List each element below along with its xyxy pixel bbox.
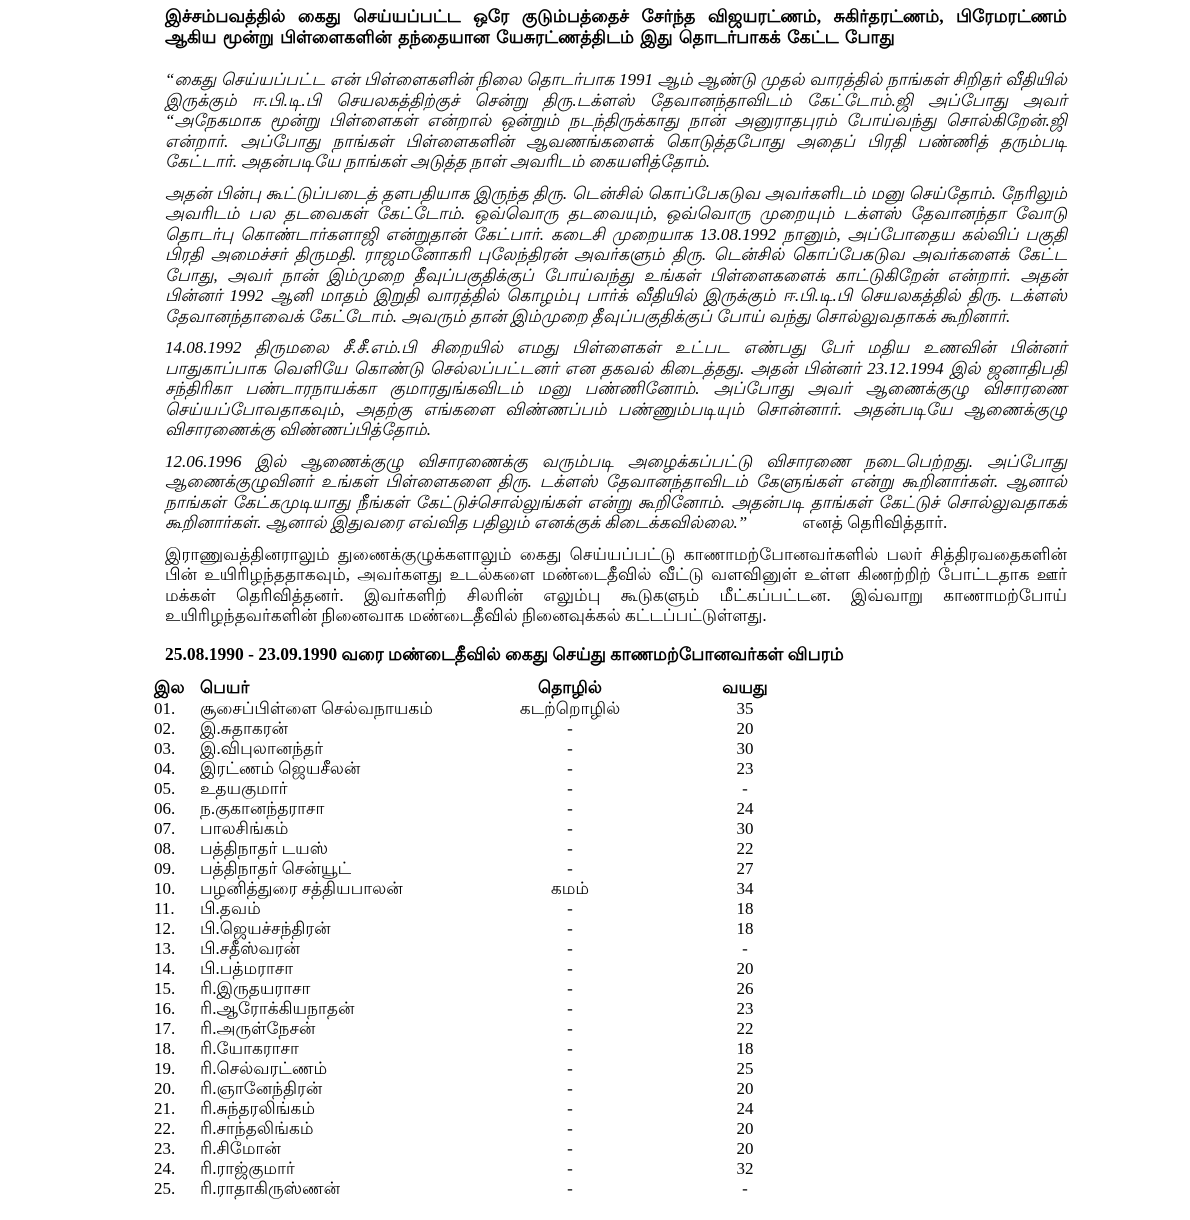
header-no: இல [154, 677, 185, 697]
document-heading: இச்சம்பவத்தில் கைது செய்யப்பட்ட ஒரே குடும்பத்தைச் சேர்ந்த விஜயரட்ணம், சுகிர்தரட்ணம், பிரேமரட்ணம் ஆகிய மூன்று பிள்ளைகளின் தந்தையான யேசுரட்ணத்திடம் இது தொடர்பாகக் கேட்ட போது [165, 6, 1067, 47]
table-row [154, 979, 1067, 999]
row-number: 20. [154, 1078, 176, 1098]
table-row [154, 1079, 1067, 1099]
row-occupation: - [567, 918, 573, 938]
table-row [154, 719, 1067, 739]
row-name: பாலசிங்கம் [200, 818, 289, 838]
table-row [154, 1039, 1067, 1059]
row-occupation: - [567, 978, 573, 998]
row-age: 25 [736, 1058, 754, 1078]
row-occupation: - [567, 718, 573, 738]
row-age: 26 [736, 978, 754, 998]
row-occupation: - [567, 898, 573, 918]
row-number: 07. [154, 818, 176, 838]
table-row [154, 739, 1067, 759]
row-number: 14. [154, 958, 176, 978]
row-name: பி.ஜெயச்சந்திரன் [200, 918, 331, 938]
quote-paragraph-2: அதன் பின்பு கூட்டுப்படைத் தளபதியாக இருந்த திரு. டென்சில் கொப்பேகடுவ அவர்களிடம் மனு செய்தோம். நேரிலும் அவரிடம் பல தடவைகள் கேட்டோம். ஒவ்வொரு தடவையும், ஒவ்வொரு முறையும் டக்ளஸ் தேவானந்தா வோடு தொடர்பு கொண்டார்களாஜி என்றுதான் கேட்பார். கடைசி முறையாக 13.08.1992 நானும், அப்போதைய கல்விப் பகுதி பிரதி அமைச்சர் திருமதி. ராஜமனோகரி புலேந்திரன் அவர்களும் திரு. டென்சில் கொப்பேகடுவ அவர்களைக் கேட்ட போது, அவர் நான் இம்முறை தீவுப்பகுதிக்குப் போய்வந்து உங்கள் பிள்ளைகளைக் காட்டுகிறேன் என்றார். அதன் பின்னர் 1992 ஆனி மாதம் இறுதி வாரத்தில் கொழம்பு பார்க் வீதியில் இருக்கும் ஈ.பி.டி.பி செயலகத்தில் திரு. டக்ளஸ் தேவானந்தாவைக் கேட்டோம். அவரும் தான் இம்முறை தீவுப்பகுதிக்குப் போய் வந்து சொல்லுவதாகக் கூறினார். [165, 183, 1067, 326]
table-row [154, 999, 1067, 1019]
table-row [154, 779, 1067, 799]
row-name: ரி.யோகராசா [200, 1038, 299, 1058]
row-occupation: - [567, 1118, 573, 1138]
row-number: 22. [154, 1118, 176, 1138]
row-name: இ.விபுலானந்தர் [200, 738, 324, 758]
document-content [154, 6, 1067, 1199]
row-occupation: - [567, 798, 573, 818]
row-age: 30 [736, 818, 754, 838]
row-name: ரி.இருதயராசா [200, 978, 311, 998]
table-row [154, 839, 1067, 859]
row-age: 18 [736, 918, 754, 938]
table-row [154, 959, 1067, 979]
row-number: 10. [154, 878, 176, 898]
row-name: ரி.ராதாகிருஸ்ணன் [200, 1178, 341, 1198]
row-occupation: - [567, 758, 573, 778]
quote-paragraph-4-text: 12.06.1996 இல் ஆணைக்குழு விசாரணைக்கு வரும்படி அழைக்கப்பட்டு விசாரணை நடைபெற்றது. அப்போது ஆணைக்குழுவினர் உங்கள் பிள்ளைகளை திரு. டக்ளஸ் தேவானந்தாவிடம் கேளுங்கள் என்று கூறினார்கள். ஆனால் நாங்கள் கேட்கமுடியாது நீங்கள் கேட்டுச்சொல்லுங்கள் என்று கூறினோம். அதன்படி தாங்கள் கேட்டுச் சொல்லுவதாகக் கூறினார்கள். ஆனால் இதுவரை எவ்வித பதிலும் எனக்குக் கிடைக்கவில்லை.” [165, 451, 1067, 532]
row-age: 23 [736, 758, 754, 778]
row-name: ந.குகானந்தராசா [200, 798, 325, 818]
row-name: ரி.சுந்தரலிங்கம் [200, 1098, 316, 1118]
row-age: 32 [736, 1158, 754, 1178]
row-occupation: - [567, 778, 573, 798]
table-row [154, 819, 1067, 839]
row-name: பத்திநாதர் சென்யூட் [200, 858, 352, 878]
row-occupation: - [567, 1138, 573, 1158]
quote-paragraph-1: “கைது செய்யப்பட்ட என் பிள்ளைகளின் நிலை தொடர்பாக 1991 ஆம் ஆண்டு முதல் வாரத்தில் நாங்கள் சிறிதர் வீதியில் இருக்கும் ஈ.பி.டி.பி செயலகத்திற்குச் சென்று திரு.டக்ளஸ் தேவானந்தாவிடம் கேட்டோம்.ஜி அப்போது அவர் “அநேகமாக மூன்று பிள்ளைகள் என்றால் ஒன்றும் நடந்திருக்காது நான் அனுராதபுரம் போய்வந்து சொல்கிறேன்.ஜி என்றார். அப்போது நாங்கள் பிள்ளைகளின் ஆவணங்களைக் கொடுத்தபோது அதைப் பிரதி பண்ணித் தரும்படி கேட்டார். அதன்படியே நாங்கள் அடுத்த நாள் அவரிடம் கையளித்தோம். [165, 70, 1067, 171]
table-row [154, 1059, 1067, 1079]
row-name: ரி.ஞானேந்திரன் [200, 1078, 323, 1098]
row-occupation: - [567, 1038, 573, 1058]
row-name: பழனித்துரை சத்தியபாலன் [200, 878, 403, 898]
row-number: 05. [154, 778, 176, 798]
summary-paragraph: இராணுவத்தினராலும் துணைக்குழுக்களாலும் கைது செய்யப்பட்டு காணாமற்போனவர்களில் பலர் சித்திரவதைகளின் பின் உயிரிழந்ததாகவும், அவர்களது உடல்களை மண்டைதீவில் வீட்டு வளவினுள் உள்ள கிணற்றிற் போட்டதாக ஊர் மக்கள் தெரிவித்தனர். இவர்களிற் சிலரின் எலும்பு கூடுகளும் மீட்கப்பட்டன. இவ்வாறு காணாமற்போய் உயிரிழந்தவர்களின் நினைவாக மண்டைதீவில் நினைவுக்கல் கட்டப்பட்டுள்ளது. [165, 544, 1067, 625]
row-number: 01. [154, 698, 176, 718]
row-number: 02. [154, 718, 176, 738]
row-occupation: - [567, 1018, 573, 1038]
row-name: பி.பத்மராசா [200, 958, 294, 978]
table-header-row [154, 677, 1067, 699]
section-title: 25.08.1990 - 23.09.1990 வரை மண்டைதீவில் கைது செய்து காணமற்போனவர்கள் விபரம் [165, 643, 844, 664]
row-number: 23. [154, 1138, 176, 1158]
table-row [154, 939, 1067, 959]
row-name: ரி.அருள்நேசன் [200, 1018, 316, 1038]
row-number: 25. [154, 1178, 176, 1198]
row-number: 13. [154, 938, 176, 958]
missing-persons-table [154, 677, 1067, 1199]
row-age: - [742, 778, 748, 798]
closing-attribution: எனத் தெரிவித்தார். [802, 513, 948, 532]
row-number: 09. [154, 858, 176, 878]
row-age: 20 [736, 1138, 754, 1158]
table-row [154, 859, 1067, 879]
row-age: 30 [736, 738, 754, 758]
row-occupation: - [567, 738, 573, 758]
row-name: ரி.ஆரோக்கியநாதன் [200, 998, 355, 1018]
row-occupation: - [567, 1058, 573, 1078]
row-age: - [742, 1178, 748, 1198]
row-age: 22 [736, 838, 754, 858]
table-row [154, 799, 1067, 819]
row-number: 12. [154, 918, 176, 938]
row-age: 34 [736, 878, 754, 898]
row-name: ரி.சாந்தலிங்கம் [200, 1118, 314, 1138]
row-age: 27 [736, 858, 754, 878]
row-name: ரி.சிமோன் [200, 1138, 281, 1158]
row-age: 18 [736, 898, 754, 918]
row-occupation: - [567, 998, 573, 1018]
table-row [154, 699, 1067, 719]
row-name: பி.தவம் [200, 898, 261, 918]
row-occupation: கடற்றொழில் [519, 698, 621, 718]
row-number: 19. [154, 1058, 176, 1078]
row-name: சூசைப்பிள்ளை செல்வநாயகம் [200, 698, 433, 718]
row-number: 24. [154, 1158, 176, 1178]
table-row [154, 1099, 1067, 1119]
row-age: 18 [736, 1038, 754, 1058]
row-age: 20 [736, 1118, 754, 1138]
row-occupation: கமம் [550, 878, 590, 898]
row-name: பத்திநாதர் டயஸ் [200, 838, 329, 858]
row-number: 18. [154, 1038, 176, 1058]
row-name: ரி.ராஜ்குமார் [200, 1158, 295, 1178]
header-occupation: தொழில் [537, 677, 603, 697]
row-age: 35 [736, 698, 754, 718]
row-name: பி.சதீஸ்வரன் [200, 938, 301, 958]
row-name: உதயகுமார் [200, 778, 288, 798]
row-number: 03. [154, 738, 176, 758]
row-age: 24 [736, 798, 754, 818]
row-occupation: - [567, 838, 573, 858]
table-row [154, 899, 1067, 919]
table-row [154, 1159, 1067, 1179]
row-age: 24 [736, 1098, 754, 1118]
row-occupation: - [567, 858, 573, 878]
row-age: 22 [736, 1018, 754, 1038]
row-occupation: - [567, 938, 573, 958]
table-row [154, 879, 1067, 899]
table-row [154, 759, 1067, 779]
row-age: 23 [736, 998, 754, 1018]
quote-paragraph-3: 14.08.1992 திருமலை சீ.சீ.எம்.பி சிறையில் எமது பிள்ளைகள் உட்பட எண்பது பேர் மதிய உணவின் பின்னர் பாதுகாப்பாக வெளியே கொண்டு செல்லப்பட்டனர் என தகவல் கிடைத்தது. அதன் பின்னர் 23.12.1994 இல் ஜனாதிபதி சந்திரிகா பண்டாரநாயக்கா குமாரதுங்கவிடம் மனு பண்ணினோம். அப்போது அவர் ஆணைக்குழு விசாரணை செய்யப்போவதாகவும், அதற்கு எங்களை விண்ணப்பம் பண்ணும்படியும் சொன்னார். அதன்படியே ஆணைக்குழு விசாரணைக்கு விண்ணப்பித்தோம். [165, 338, 1067, 439]
row-occupation: - [567, 958, 573, 978]
row-number: 17. [154, 1018, 176, 1038]
row-occupation: - [567, 1158, 573, 1178]
row-occupation: - [567, 1178, 573, 1198]
row-age: - [742, 938, 748, 958]
row-number: 06. [154, 798, 176, 818]
row-age: 20 [736, 958, 754, 978]
row-number: 08. [154, 838, 176, 858]
row-name: இ.சுதாகரன் [200, 718, 288, 738]
row-name: ரி.செல்வரட்ணம் [200, 1058, 328, 1078]
quote-paragraph-4 [165, 452, 1067, 534]
row-age: 20 [736, 718, 754, 738]
row-number: 15. [154, 978, 176, 998]
header-age: வயது [722, 677, 768, 697]
table-row [154, 919, 1067, 939]
row-occupation: - [567, 1098, 573, 1118]
table-rows [154, 699, 1067, 1199]
row-occupation: - [567, 1078, 573, 1098]
row-number: 11. [154, 898, 175, 918]
row-age: 20 [736, 1078, 754, 1098]
row-number: 16. [154, 998, 176, 1018]
row-name: இரட்ணம் ஜெயசீலன் [200, 758, 361, 778]
table-row [154, 1019, 1067, 1039]
row-number: 04. [154, 758, 176, 778]
row-occupation: - [567, 818, 573, 838]
table-row [154, 1119, 1067, 1139]
table-row [154, 1179, 1067, 1199]
table-row [154, 1139, 1067, 1159]
row-number: 21. [154, 1098, 176, 1118]
header-name: பெயர் [200, 677, 250, 697]
